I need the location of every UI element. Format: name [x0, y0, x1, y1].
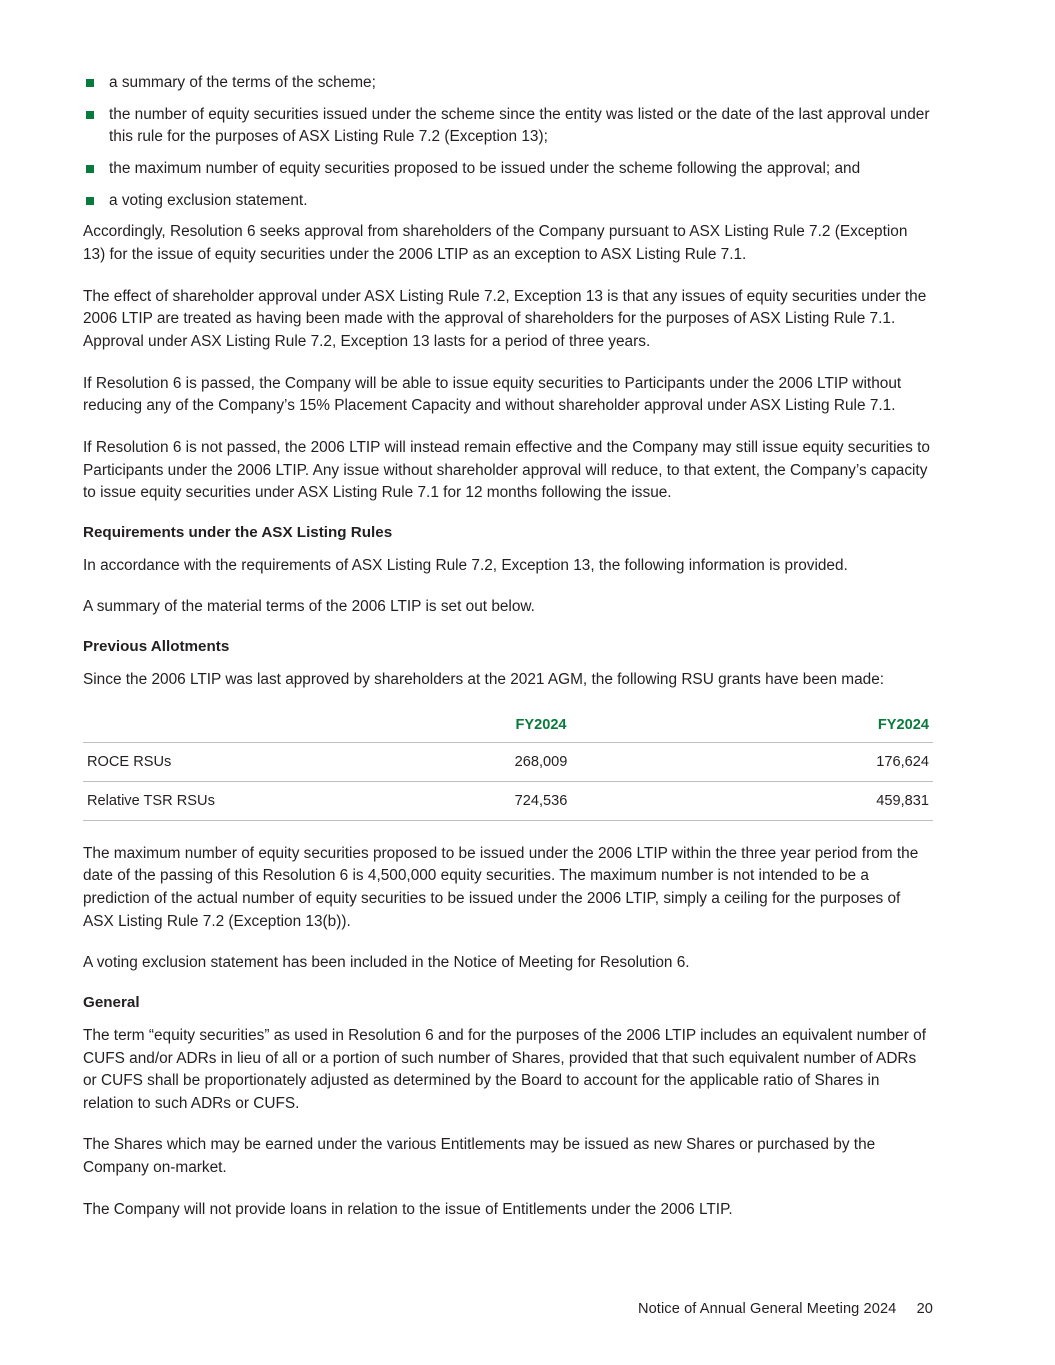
heading-requirements: Requirements under the ASX Listing Rules [83, 523, 393, 541]
paragraph-in-accordance: In accordance with the requirements of ASX Listing Rule 7.2, Exception 13, the following information is provided. [83, 556, 848, 574]
list-item [83, 104, 933, 148]
paragraph-if-not-passed: If Resolution 6 is not passed, the 2006 LTIP will instead remain effective and the Company may still issue equity securities to Participants under the 2006 LTIP. Any issue without shareholder approval will reduce, to that extent, the Company’s capacity to issue equity securities under ASX Listing Rule 7.1 for 12 months following the issue. [83, 438, 930, 502]
paragraph-maximum-number: The maximum number of equity securities proposed to be issued under the 2006 LTIP within the three year period from the date of the passing of this Resolution 6 is 4,500,000 equity securities. The maximum number is not intended to be a prediction of the actual number of equity securities to be issued under the 2006 LTIP, simply a ceiling for the purposes of ASX Listing Rule 7.2 (Exception 13(b)). [83, 844, 919, 930]
previous-allotments-table [83, 711, 933, 821]
table-cell-label: ROCE RSUs [83, 742, 387, 781]
table-cell-value: 176,624 [695, 742, 933, 781]
heading-previous-allotments: Previous Allotments [83, 638, 230, 656]
table-header [83, 711, 933, 743]
bullet-list [83, 72, 933, 211]
footer-text: Notice of Annual General Meeting 2024 [637, 1301, 897, 1317]
paragraph-equity-securities-term: The term “equity securities” as used in Resolution 6 and for the purposes of the 2006 LTIP includes an equivalent number of CUFS and/or ADRs in lieu of all or a portion of such number of Shares, provided that that such equivalent number of ADRs or CUFS shall be proportionately adjusted as determined by the Board to account for the applicable ratio of Shares in relation to such ADRs or CUFS. [83, 1026, 926, 1112]
table-row [83, 781, 933, 820]
square-bullet-icon [86, 197, 94, 205]
list-item [83, 158, 933, 180]
table-cell-value: 724,536 [387, 781, 695, 820]
paragraph-effect-of-approval: The effect of shareholder approval under ASX Listing Rule 7.2, Exception 13 is that any issues of equity securities under the 2006 LTIP are treated as having been made with the approval of shareholders for the purposes of ASX Listing Rule 7.1. Approval under ASX Listing Rule 7.2, Exception 13 lasts for a period of three years. [83, 287, 927, 350]
table-header-row [83, 711, 933, 743]
paragraph-shares-earned: The Shares which may be earned under the various Entitlements may be issued as new Shares or purchased by the Company on-market. [83, 1136, 876, 1177]
table-col-header-fy2024-a: FY2024 [515, 716, 567, 733]
square-bullet-icon [86, 79, 94, 87]
list-item-text: a voting exclusion statement. [109, 191, 308, 209]
table-cell-label: Relative TSR RSUs [83, 781, 387, 820]
table-col-header-blank [83, 711, 387, 743]
heading-general: General [83, 993, 140, 1011]
list-item-text: a summary of the terms of the scheme; [109, 74, 376, 91]
table-cell-value: 459,831 [695, 781, 933, 820]
page-number: 20 [916, 1301, 933, 1317]
paragraph-voting-exclusion: A voting exclusion statement has been included in the Notice of Meeting for Resolution 6. [83, 954, 690, 972]
paragraph-if-passed: If Resolution 6 is passed, the Company will be able to issue equity securities to Participants under the 2006 LTIP without reducing any of the Company’s 15% Placement Capacity and without shareholder approval under ASX Listing Rule 7.1. [83, 374, 902, 415]
list-item-text: the maximum number of equity securities proposed to be issued under the scheme following the approval; and [109, 159, 861, 177]
square-bullet-icon [86, 165, 94, 173]
table-row [83, 742, 933, 781]
table-body [83, 742, 933, 820]
list-item-text: the number of equity securities issued under the scheme since the entity was listed or the date of the last approval under this rule for the purposes of ASX Listing Rule 7.2 (Exception 13); [109, 105, 930, 145]
paragraph-since-2006-ltip: Since the 2006 LTIP was last approved by shareholders at the 2021 AGM, the following RSU grants have been made: [83, 671, 885, 689]
list-item [83, 72, 933, 94]
square-bullet-icon [86, 111, 94, 119]
table-cell-value: 268,009 [387, 742, 695, 781]
page-footer [638, 1301, 933, 1317]
paragraph-no-loans: The Company will not provide loans in relation to the issue of Entitlements under the 2006 LTIP. [83, 1200, 733, 1218]
list-item [83, 190, 933, 212]
paragraph-accordingly: Accordingly, Resolution 6 seeks approval from shareholders of the Company pursuant to ASX Listing Rule 7.2 (Exception 13) for the issue of equity securities under the 2006 LTIP as an exception to ASX Listing Rule 7.1. [83, 223, 908, 264]
table-col-header-fy2024-b: FY2024 [877, 716, 929, 733]
paragraph-summary-material-terms: A summary of the material terms of the 2006 LTIP is set out below. [83, 598, 535, 616]
